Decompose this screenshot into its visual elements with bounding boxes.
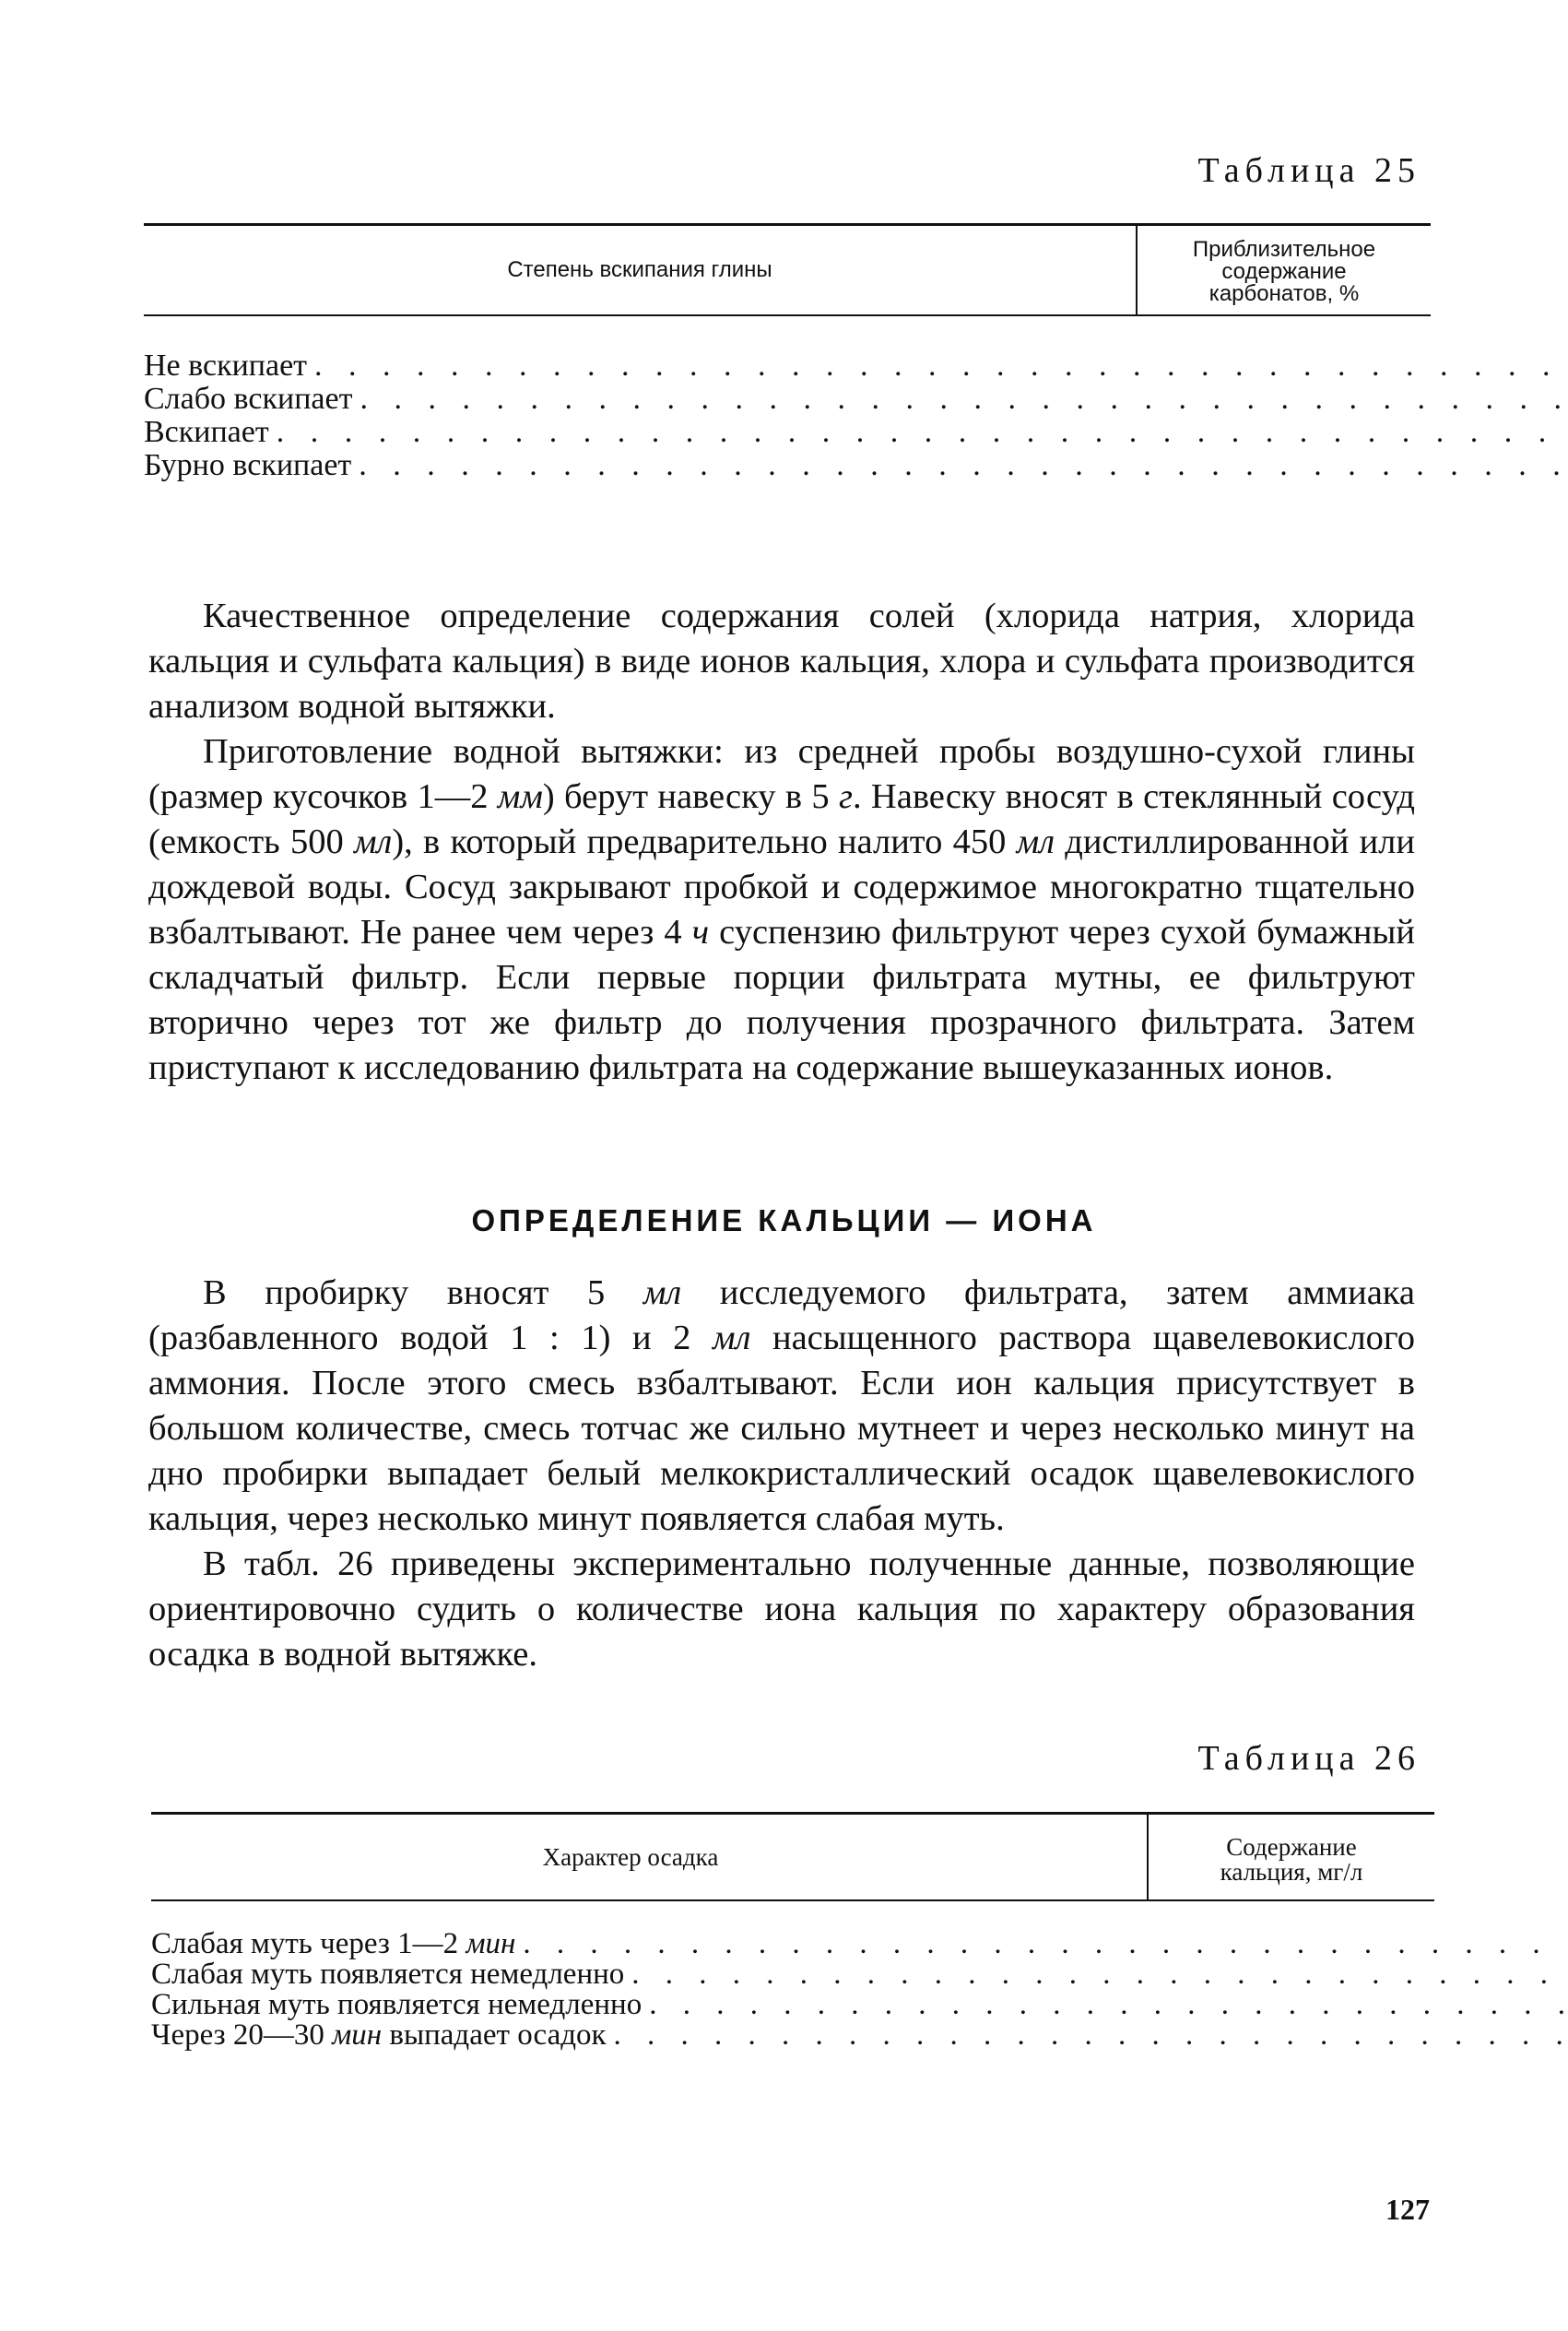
table-row: Через 20—30 мин выпадает осадок . . . <box>151 2020 1568 2051</box>
table-row: Вскипает . . . <box>144 416 1568 449</box>
paragraph: Качественное определение содержания солей (хлорида натрия, хлорида кальция и сульфата кальция) в виде ионов кальция, хлора и сульфата производится анализом водной вытяжки. <box>148 597 1415 726</box>
body-text-section-1 <box>148 594 1415 1091</box>
table-25-caption: Таблица 25 <box>1197 151 1421 190</box>
table-row: Слабая муть появляется немедленно . . . <box>151 1959 1568 1990</box>
table-body <box>151 1901 1434 2084</box>
labels-column <box>144 316 1568 515</box>
section-heading: ОПРЕДЕЛЕНИЕ КАЛЬЦИИ — ИОНА <box>471 1203 1097 1237</box>
header-degree-of-effervescence: Степень вскипания глины <box>507 257 772 282</box>
paragraph: В пробирку вносят 5 мл исследуемого фильтрата, затем аммиака (разбавленного водой 1 : 1) и 2 мл насыщенного раствора щавелевокислого аммония. После этого смесь взбалтывают. Если ион кальция присутствует в большом количестве, смесь тотчас же сильно мутнеет и через несколько минут на дно пробирки выпадает белый мелкокристаллический осадок щавелевокислого кальция, через несколько минут появляется слабая муть. <box>148 1273 1415 1538</box>
body-text-section-2 <box>148 1271 1415 1677</box>
paragraph: В табл. 26 приведены экспериментально полученные данные, позволяющие ориентировочно судить о количестве иона кальция по характеру образования осадка в водной вытяжке. <box>148 1544 1415 1674</box>
header-sediment-character: Характер осадка <box>542 1842 719 1871</box>
table-row: Сильная муть появляется немедленно . . . <box>151 1990 1568 2020</box>
table-26 <box>151 1812 1434 2084</box>
table-row: Бурно вскипает . . . <box>144 449 1568 482</box>
table-header <box>144 226 1431 314</box>
table-header <box>151 1815 1434 1899</box>
header-carbonate-content: Приблизительное содержание карбонатов, % <box>1136 226 1431 314</box>
table-row: Слабо вскипает . . . <box>144 383 1568 416</box>
header-calcium-content: Содержание кальция, мг/л <box>1147 1815 1434 1899</box>
labels-column <box>151 1901 1568 2084</box>
table-row: Не вскипает . . . <box>144 349 1568 383</box>
paragraph: Приготовление водной вытяжки: из средней пробы воздушно-сухой глины (размер кусочков 1—2 мм) берут навеску в 5 г. Навеску вносят в стеклянный сосуд (емкость 500 мл), в который предварительно налито 450 мл дистиллированной или дождевой воды. Сосуд закрывают пробкой и содержимое многократно тщательно взбалтывают. Не ранее чем через 4 ч суспензию фильтруют через сухой бумажный складчатый фильтр. Если первые порции фильтрата мутны, ее фильтруют вторично через тот же фильтр до получения прозрачного фильтрата. Затем приступают к исследованию фильтрата на содержание вышеуказанных ионов. <box>148 732 1416 1087</box>
table-row: Слабая муть через 1—2 мин . . . <box>151 1929 1568 1959</box>
table-25 <box>144 223 1431 515</box>
table-body <box>144 316 1431 515</box>
table-26-caption: Таблица 26 <box>1197 1739 1421 1778</box>
page-number: 127 <box>1385 2193 1430 2226</box>
